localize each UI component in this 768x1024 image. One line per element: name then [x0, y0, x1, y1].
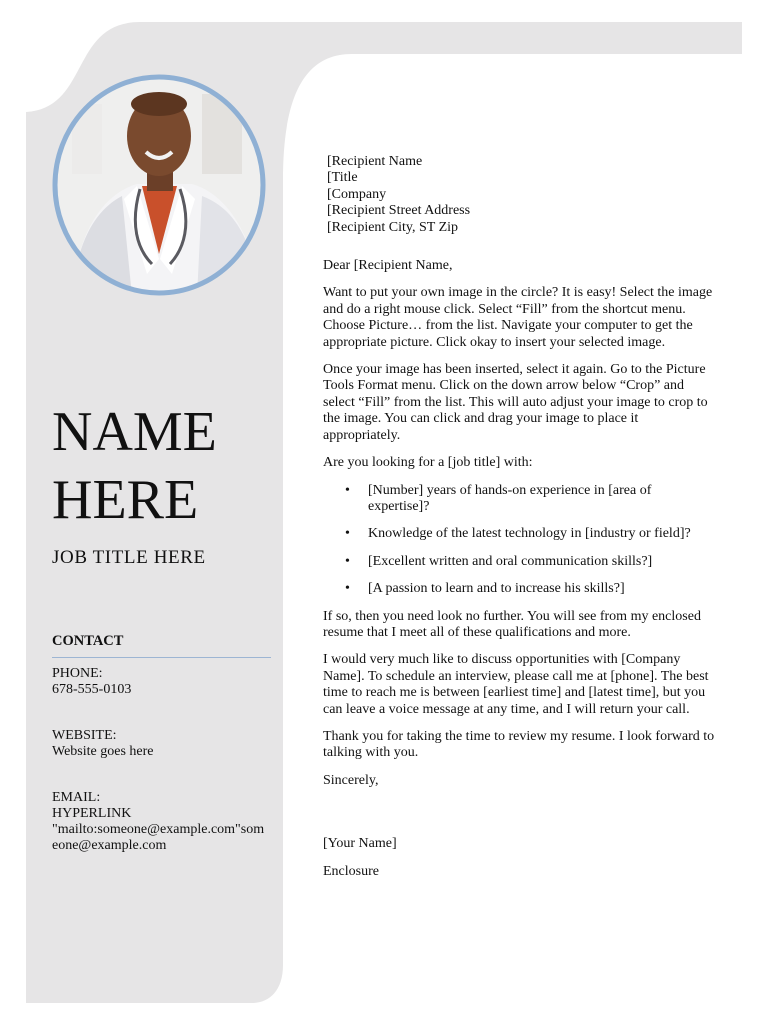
- cover-letter-body: [323, 154, 715, 891]
- email-block: [52, 790, 271, 854]
- candidate-name: [52, 398, 217, 534]
- recipient-title: [Title: [327, 170, 358, 186]
- qualification-list: [323, 483, 715, 598]
- email-hyperlink-field: HYPERLINK: [52, 806, 132, 821]
- paragraph-1: Want to put your own image in the circle? It is easy! Select the image and do a right mouse click. Select “Fill” from the shortcut menu. Choose Picture… from the list. Navigate your computer to get the appropriate picture. Click okay to insert your selected image.: [323, 285, 713, 350]
- salutation: Dear [Recipient Name,: [323, 258, 453, 274]
- enclosure-note: Enclosure: [323, 863, 379, 879]
- signature-name: [Your Name]: [323, 836, 397, 852]
- paragraph-5: I would very much like to discuss opportunities with [Company Name]. To schedule an interview, please call me at [phone]. The best time to reach me is between [earliest time] and [latest time], but you can leave a voice message at any time, and I will return your call.: [323, 652, 709, 717]
- recipient-name: [Recipient Name: [327, 154, 423, 169]
- list-item: • [Number] years of hands-on experience in [area of expertise]?: [323, 483, 715, 516]
- paragraph-3: Are you looking for a [job title] with:: [323, 455, 533, 471]
- paragraph-2: Once your image has been inserted, select it again. Go to the Picture Tools Format menu. Click on the down arrow below “Crop” and select “Fill” from the list. This will auto adjust your image to crop to the image. You can click and drag your image to place it appropriately.: [323, 362, 708, 443]
- contact-section: [52, 633, 271, 884]
- recipient-street: [Recipient Street Address: [327, 203, 471, 219]
- recipient-address: [323, 154, 715, 236]
- job-title: JOB TITLE HERE: [52, 547, 206, 568]
- email-label: EMAIL:: [52, 790, 101, 805]
- recipient-company: [Company: [327, 186, 387, 202]
- phone-value: 678-555-0103: [52, 682, 132, 697]
- phone-label: PHONE:: [52, 666, 103, 681]
- contact-heading: CONTACT: [52, 633, 271, 658]
- paragraph-6: Thank you for taking the time to review my resume. I look forward to talking with you.: [323, 728, 715, 761]
- closing: Sincerely,: [323, 772, 379, 788]
- recipient-city: [Recipient City, ST Zip: [327, 219, 459, 235]
- list-item: • [A passion to learn and to increase his skills?]: [323, 581, 715, 597]
- phone-block: [52, 666, 271, 698]
- website-value: Website goes here: [52, 744, 154, 759]
- name-line-2: HERE: [52, 469, 199, 531]
- website-block: [52, 728, 271, 760]
- name-line-1: NAME: [52, 401, 217, 463]
- paragraph-4: If so, then you need look no further. You will see from my enclosed resume that I meet all of these qualifications and more.: [323, 608, 701, 640]
- website-label: WEBSITE:: [52, 728, 117, 743]
- list-item: • [Excellent written and oral communication skills?]: [323, 554, 715, 570]
- email-link[interactable]: "mailto:someone@example.com"someone@example.com: [52, 822, 265, 853]
- list-item: • Knowledge of the latest technology in [industry or field]?: [323, 526, 715, 542]
- profile-photo[interactable]: [52, 74, 266, 296]
- signature-space: [323, 800, 715, 836]
